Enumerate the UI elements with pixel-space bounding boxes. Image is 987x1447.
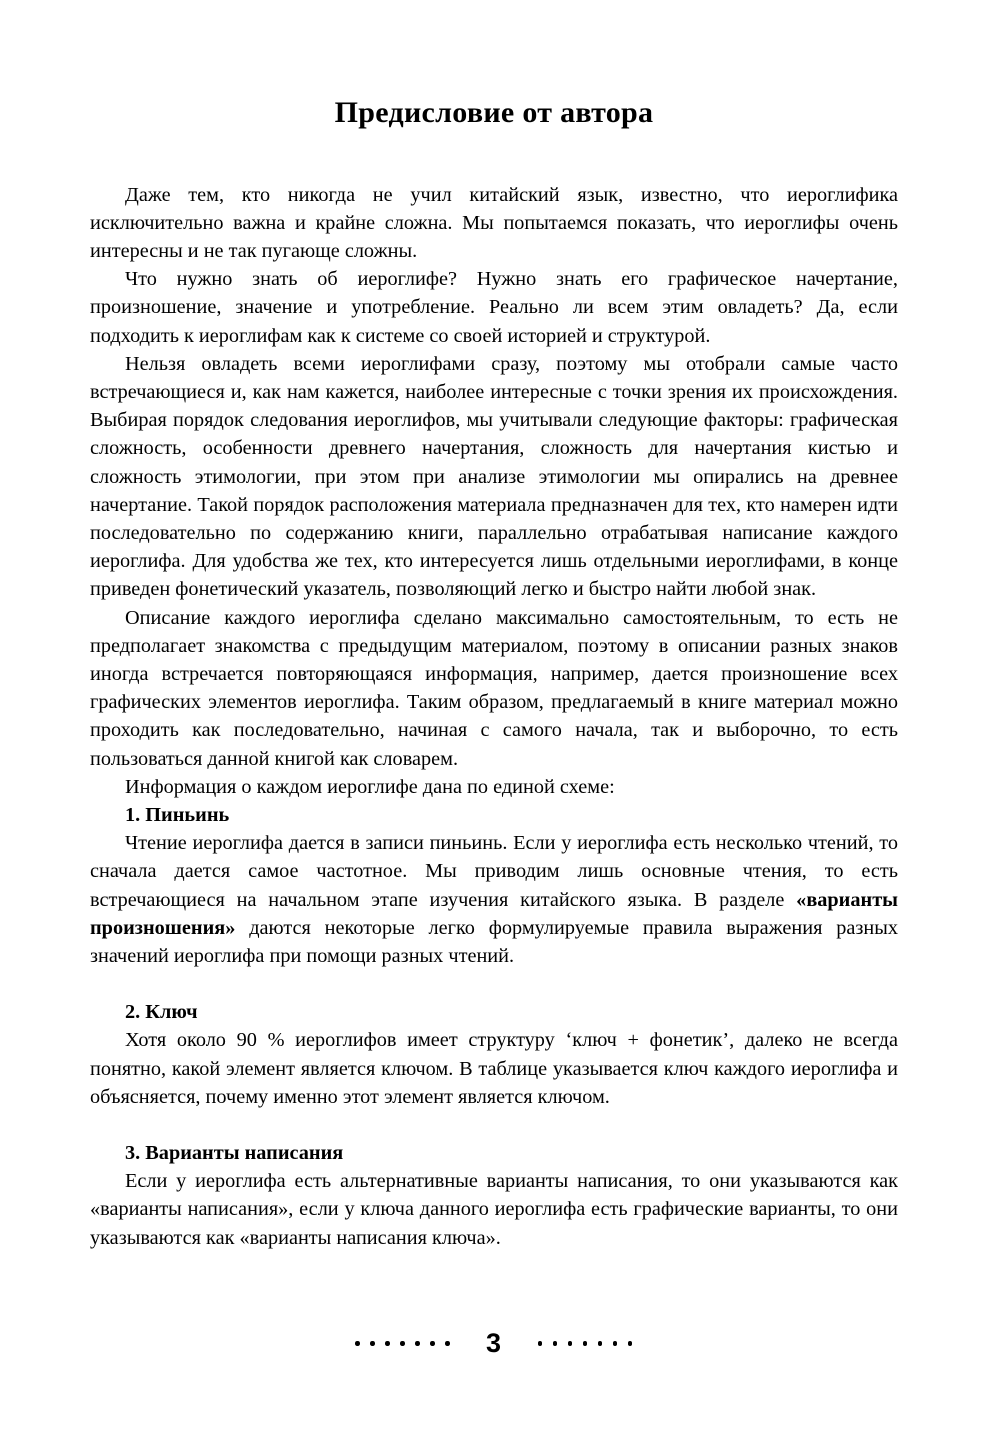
page-footer [0, 1330, 987, 1357]
paragraph-2: Что нужно знать об иероглифе? Нужно знать его графическое начертание, произношение, значение и употребление. Реально ли всем этим овладеть? Да, если подходить к иероглифам как к системе со своей историей и структурой. [90, 268, 898, 347]
pinyin-bold-term: «варианты произношения» [90, 888, 898, 939]
footer-dot [628, 1341, 633, 1346]
section-heading-writing-variants: 3. Варианты написания [125, 1142, 344, 1164]
footer-dot [445, 1341, 450, 1346]
footer-dots-right [538, 1341, 633, 1346]
body-text-block [90, 181, 898, 1252]
footer-dot [583, 1341, 588, 1346]
page-number: 3 [485, 1328, 502, 1358]
footer-dot [598, 1341, 603, 1346]
page-content [90, 0, 898, 1252]
paragraph-5-scheme-intro: Информация о каждом иероглифе дана по единой схеме: [125, 775, 615, 798]
section-body-key: Хотя около 90 % иероглифов имеет структуру ‘ключ + фонетик’, далеко не всегда понятно, какой элемент является ключом. В таблице указывается ключ каждого иероглифа и объясняется, почему именно этот элемент является ключом. [90, 1029, 898, 1108]
footer-dot [430, 1341, 435, 1346]
footer-dot [355, 1341, 360, 1346]
footer-dot [415, 1341, 420, 1346]
section-body-writing-variants: Если у иероглифа есть альтернативные варианты написания, то они указываются как «варианты написания», если у ключа данного иероглифа есть графические варианты, то они указываются как «варианты написания ключа». [90, 1170, 898, 1249]
pinyin-text-after-bold: даются некоторые легко формулируемые правила выражения разных значений иероглифа при помощи разных чтений. [90, 916, 898, 967]
paragraph-1: Даже тем, кто никогда не учил китайский язык, известно, что иероглифика исключительно важна и крайне сложна. Мы попытаемся показать, что иероглифы очень интересны и не так пугающе сложны. [90, 183, 898, 262]
footer-dot [385, 1341, 390, 1346]
section-heading-key: 2. Ключ [125, 1001, 198, 1024]
footer-dot [553, 1341, 558, 1346]
section-body-pinyin [90, 829, 898, 970]
pinyin-text-before-bold: Чтение иероглифа дается в записи пиньинь. Если у иероглифа есть несколько чтений, то сначала дается самое частотное. Мы приводим лишь основные чтения, то есть встречающиеся на начальном этапе изучения китайского языка. В разделе [90, 832, 898, 911]
page-title: Предисловие от автора [334, 96, 654, 129]
paragraph-4: Описание каждого иероглифа сделано максимально самостоятельным, то есть не предполагает знакомства с предыдущим материалом, поэтому в описании разных знаков иногда встречается повторяющаяся информация, например, дается произношение всех графических элементов иероглифа. Таким образом, предлагаемый в книге материал можно проходить как последовательно, начиная с самого начала, так и выборочно, то есть пользоваться данной книгой как словарем. [90, 606, 898, 770]
section-heading-pinyin: 1. Пиньинь [125, 803, 230, 826]
footer-dots-left [355, 1341, 450, 1346]
footer-dot [370, 1341, 375, 1346]
paragraph-3: Нельзя овладеть всеми иероглифами сразу, поэтому мы отобрали самые часто встречающиеся и, как нам кажется, наиболее интересные с точки зрения их происхождения. Выбирая порядок следования иероглифов, мы учитывали следующие факторы: графическая сложность, особенности древнего начертания, сложность для начертания кистью и сложность этимологии, при этом при анализе этимологии мы опирались на древнее начертание. Такой порядок расположения материала предназначен для тех, кто намерен идти последовательно по содержанию книги, параллельно отрабатывая написание каждого иероглифа. Для удобства же тех, кто интересуется лишь отдельными иероглифами, в конце приведен фонетический указатель, позволяющий легко и быстро найти любой знак. [90, 352, 898, 601]
footer-dot [613, 1341, 618, 1346]
footer-dot [538, 1341, 543, 1346]
footer-dot [568, 1341, 573, 1346]
footer-dot [400, 1341, 405, 1346]
